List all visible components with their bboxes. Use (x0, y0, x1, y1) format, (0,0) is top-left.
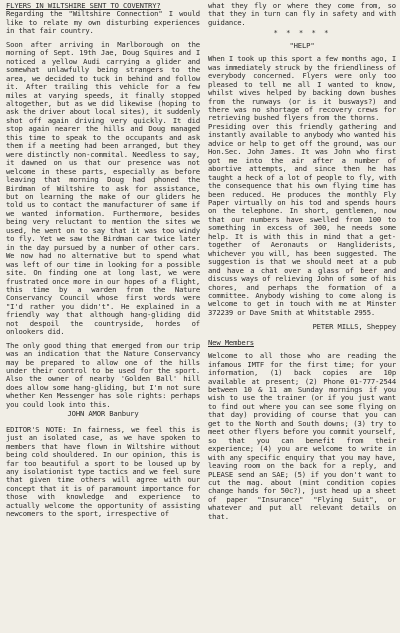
article-paragraph: The only good thing that emerged from our trip was an indication that the Nature Conservancy may be prepared to allow one of the hills under their control to be used for the sport. Also the owner of nearby 'Golden Ball' hill does allow some hang-gliding, but I'm not sure whether Ken Messenger has sole rights: perhaps you could look into this. (6, 340, 200, 409)
help-headline: "HELP" (289, 40, 315, 50)
article-paragraph: Soon after arriving in Marlborough on the morning of Sept. 19th Jae, Doug Squires and I noticed a yellow Audi carrying a glider and somewhat unlawfully being strangers to the area, we decided to tuck in behind and follow it. After trailing this vehicle for a few miles at varying speeds, it finally stopped altogether, but as we did likewise (hoping to ask the driver about local sites), it suddenly shot off again driving very quickly. It did stop again nearer the hills and Doug managed this time to speak to the occupants and ask them if a meeting had been arranged, but they were distinctly non-commital. Needless to say, it dawned on us that our presence was not welcome in these parts, especially as before leaving that morning Doug had phoned the Birdman of Wiltshire to ask for assistance, but on learning the make of our gliders he told us to contact the manufacturer of same if we wanted information. Furthermore, besides being very reluctant to mention the sites we used, he went on to say that it was too windy to fly. Yet we saw the Birdman car twice later in the day pursued by a number of other cars. We now had no alternative but to spend what was left of our time in looking for a possible site. On finding one at long last, we were frustrated once more in our hopes of a flight, this time by a warden from the Nature Conservancy Council whose first words were "I'd rather you didn't". He explained in a friendly way that although hang-gliding did not despoil the countryside, hordes of onlookers did. (6, 39, 200, 337)
article-paragraph: Regarding the "Wiltshire Connection" I would like to relate my own disturbing experiences in that fair country. (6, 9, 200, 36)
help-paragraph: Presiding over this friendly gathering and instantly available to anybody who wanted his advice or help to get off the ground, was our Hon.Sec. John James. It was John who first got me into the air after a number of abortive attempts, and since then he has taught a heck of a lot of people to fly, with the consequence that his own flying time has been reduced. He produces the monthly Fly Paper virtually on his tod and spends hours on the telephone. In short, gentlemen, now that our numbers have swelled from 100 to something in excess of 300, he needs some help. It is with this in mind that a get-together of Aeronauts or Hangliderists, whichever you will, has been suggested. The suggestion is that we should meet at a pub and have a chat over a glass of beer and discuss ways of relieving John of some of his chores, and perhaps the formation of a committee. Anybody wishing to come along is welcome to get in touch with me at Minster 372239 or Dave Smith at Whitstable 2955. (208, 121, 396, 317)
section-divider: * * * * * (273, 28, 331, 38)
editor-note: EDITOR'S NOTE: In fairness, we feel this is just an isolated case, as we have spoken to members that have flown in Wiltshire without being cold shouldered. In our opinion, this is far too beautiful a sport to be loused up by any isolationist type tactics and we feel sure that given time others will agree with our concept that it is of paramount importance for those with knowledge and experience to actually welcome the opportunity of assisting newcomers to the sport, irrespective of (6, 424, 200, 519)
article-byline: JOHN AMOR Banbury (67, 409, 139, 419)
new-members-text: Welcome to all those who are reading the infamous IMTF for the first time; for your information, (1) back copies are 10p available at present; (2) Phone 01-777-2544 between 10 & 11 am Sunday mornings if you wish to use the trainer (or if you just want to find out where you can see some flying on that day) providing of course that you can get to the North and South downs; (3) try to meet other flyers before you commit yourself, so that you can benefit from their experience; (4) you are welcome to write in with any specific enquiry that you may have, leaving room on the back for a reply, and PLEASE send an SAE; (5) if you don't want to cut the mag. about (mint condition copies change hands for 50c?), just head up a sheet of paper "Insurance" "Flying Suit", or whatever and put all relevant details on that. (208, 351, 396, 521)
article-headline: FLYERS IN WILTSHIRE SENT TO COVENTRY? (6, 1, 161, 10)
right-column (208, 2, 396, 633)
help-paragraph: When I took up this sport a few months ago, I was immediately struck by the friendliness of everybody concerned. Flyers were only too pleased to tell me all I wanted to know, whilst wives helped by backing down bushes from the runways (or is it busways?) and there was no shortage of recovery crews for retrieving bushed flyers from the thorns. (208, 54, 396, 123)
help-byline: PETER MILLS, Sheppey (312, 322, 396, 332)
editor-note-continuation: what they fly or where they come from, so that they in turn can fly in safety and with guidance. (208, 1, 396, 27)
new-members-headline: New Members (208, 337, 254, 347)
left-column (6, 2, 200, 633)
